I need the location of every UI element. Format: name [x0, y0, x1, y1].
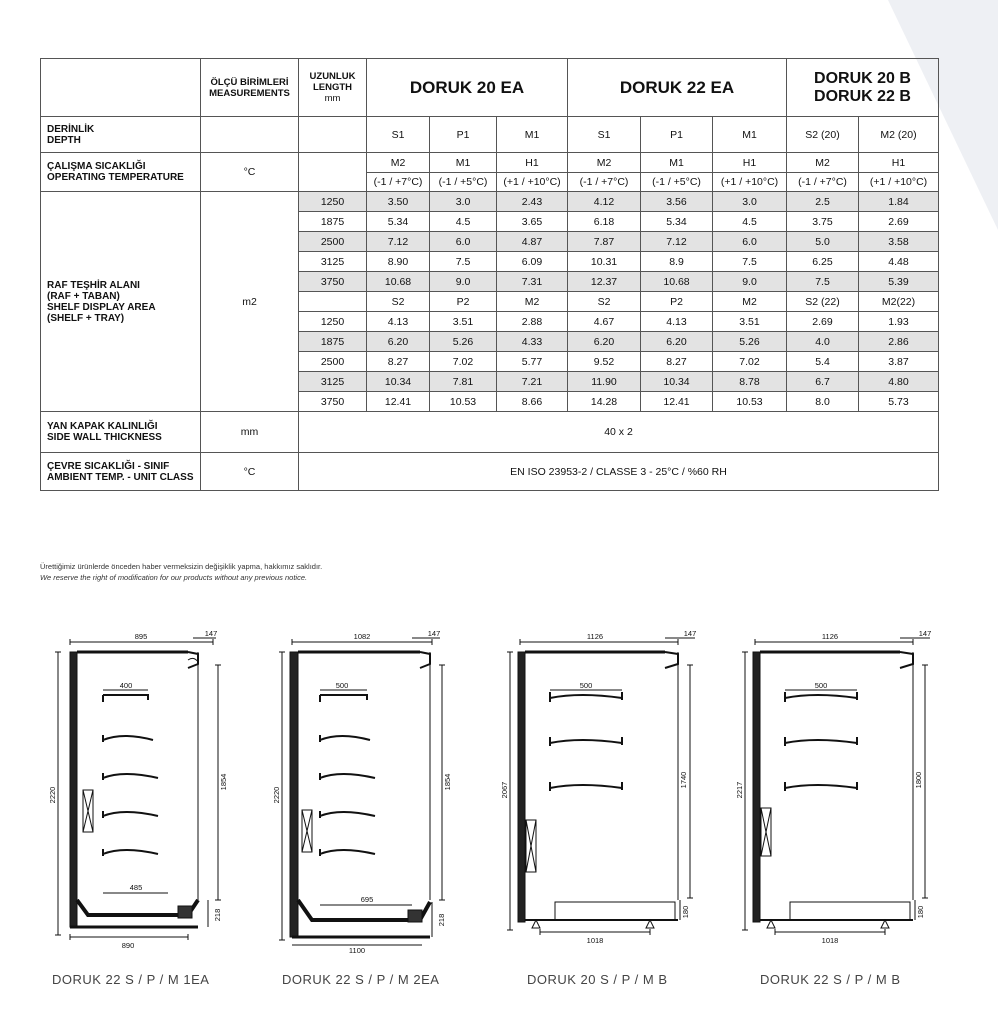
length-cell — [299, 292, 367, 312]
dim-height: 2220 — [48, 786, 57, 804]
side-wall-row — [41, 412, 939, 453]
header-empty — [41, 59, 201, 117]
drawing-doruk-22-1ea — [48, 630, 233, 950]
length-header: UZUNLUK LENGTH mm — [299, 59, 367, 117]
shelf-value-cell: 6.20 — [568, 332, 641, 352]
shelf-value-cell: 7.02 — [713, 352, 787, 372]
temp-unit: °C — [201, 153, 299, 192]
shelf-value-cell: 4.0 — [787, 332, 859, 352]
shelf-value-cell: 8.9 — [641, 252, 713, 272]
dim-base: 890 — [121, 941, 135, 950]
shelf-value-cell: 2.88 — [497, 312, 568, 332]
dim-shelf: 400 — [119, 681, 133, 690]
side-wall-label: YAN KAPAK KALINLIĞI SIDE WALL THICKNESS — [41, 412, 201, 453]
shelf-value-cell: 3.0 — [430, 192, 497, 212]
shelf-value-cell: 6.0 — [430, 232, 497, 252]
shelf-value-cell: 5.39 — [859, 272, 939, 292]
dim-base: 1018 — [821, 936, 839, 945]
temp-length — [299, 153, 367, 192]
dim-foot: 180 — [681, 905, 690, 919]
dim-side: 147 — [918, 629, 932, 638]
shelf-value-cell: 3.56 — [641, 192, 713, 212]
spec-table — [40, 58, 939, 491]
shelf-value-cell: P2 — [641, 292, 713, 312]
temp-class-cell: H1 — [859, 153, 939, 173]
depth-cell: P1 — [430, 117, 497, 153]
shelf-value-cell: 10.34 — [367, 372, 430, 392]
shelf-value-cell: 4.5 — [713, 212, 787, 232]
shelf-area-label: RAF TEŞHİR ALANI (RAF + TABAN) SHELF DISPLAY AREA (SHELF + TRAY) — [41, 192, 201, 412]
shelf-value-cell: S2 — [367, 292, 430, 312]
temp-range-cell: (+1 / +10°C) — [713, 173, 787, 192]
shelf-value-cell: M2 — [497, 292, 568, 312]
shelf-value-cell: 7.12 — [641, 232, 713, 252]
shelf-value-cell: 3.51 — [713, 312, 787, 332]
footnote — [40, 561, 322, 583]
shelf-value-cell: 10.31 — [568, 252, 641, 272]
shelf-value-cell: 6.20 — [641, 332, 713, 352]
shelf-value-cell: 7.31 — [497, 272, 568, 292]
depth-cell: P1 — [641, 117, 713, 153]
shelf-value-cell: 9.52 — [568, 352, 641, 372]
dim-top-width: 1082 — [353, 632, 371, 641]
shelf-value-cell: 8.66 — [497, 392, 568, 412]
measurements-header: ÖLÇÜ BİRİMLERİ MEASUREMENTS — [201, 59, 299, 117]
dim-shelf: 500 — [335, 681, 349, 690]
dim-side: 147 — [427, 629, 441, 638]
caption-doruk-22-b: DORUK 22 S / P / M B — [760, 972, 901, 987]
temp-range-cell: (+1 / +10°C) — [497, 173, 568, 192]
model-doruk-20-ea: DORUK 20 EA — [367, 59, 568, 117]
shelf-value-cell: 10.53 — [713, 392, 787, 412]
shelf-value-cell: 10.53 — [430, 392, 497, 412]
shelf-value-cell: 2.5 — [787, 192, 859, 212]
dim-inner: 1854 — [219, 773, 228, 791]
shelf-area-unit: m2 — [201, 192, 299, 412]
shelf-value-cell: 8.27 — [641, 352, 713, 372]
length-cell: 3125 — [299, 252, 367, 272]
depth-cell: M1 — [713, 117, 787, 153]
shelf-value-cell: 3.65 — [497, 212, 568, 232]
shelf-value-cell: 1.93 — [859, 312, 939, 332]
shelf-value-cell: 9.0 — [713, 272, 787, 292]
ambient-row — [41, 453, 939, 491]
shelf-value-cell: 6.20 — [367, 332, 430, 352]
temp-range-cell: (-1 / +5°C) — [430, 173, 497, 192]
length-cell: 1875 — [299, 332, 367, 352]
shelf-value-cell: 6.7 — [787, 372, 859, 392]
length-cell: 2500 — [299, 352, 367, 372]
shelf-value-cell: 3.0 — [713, 192, 787, 212]
side-wall-unit: mm — [201, 412, 299, 453]
shelf-value-cell: 7.87 — [568, 232, 641, 252]
shelf-value-cell: 6.25 — [787, 252, 859, 272]
shelf-value-cell: 3.87 — [859, 352, 939, 372]
shelf-value-cell: 10.68 — [367, 272, 430, 292]
header-row — [41, 59, 939, 117]
shelf-value-cell: 10.34 — [641, 372, 713, 392]
shelf-value-cell: 5.4 — [787, 352, 859, 372]
shelf-value-cell: 4.67 — [568, 312, 641, 332]
shelf-value-cell: 4.13 — [641, 312, 713, 332]
dim-foot: 180 — [916, 905, 925, 919]
shelf-value-cell: 5.77 — [497, 352, 568, 372]
depth-row — [41, 117, 939, 153]
length-cell: 2500 — [299, 232, 367, 252]
dim-height: 2217 — [735, 781, 744, 799]
shelf-value-cell: 8.78 — [713, 372, 787, 392]
shelf-value-cell: 12.41 — [367, 392, 430, 412]
dim-shelf: 500 — [814, 681, 828, 690]
dim-top-width: 1126 — [821, 632, 839, 641]
dim-base: 1018 — [586, 936, 604, 945]
temp-class-row — [41, 153, 939, 173]
dim-height: 2220 — [272, 786, 281, 804]
shelf-value-cell: S2 — [568, 292, 641, 312]
temp-range-cell: (-1 / +5°C) — [641, 173, 713, 192]
shelf-value-cell: S2 (22) — [787, 292, 859, 312]
shelf-value-cell: 12.41 — [641, 392, 713, 412]
temp-range-cell: (-1 / +7°C) — [367, 173, 430, 192]
shelf-value-cell: 12.37 — [568, 272, 641, 292]
shelf-value-cell: 3.51 — [430, 312, 497, 332]
length-cell: 3750 — [299, 392, 367, 412]
shelf-value-cell: 11.90 — [568, 372, 641, 392]
depth-cell: S1 — [568, 117, 641, 153]
shelf-value-cell: 3.58 — [859, 232, 939, 252]
dim-foot: 218 — [437, 913, 446, 927]
shelf-value-cell: 7.5 — [787, 272, 859, 292]
dim-side: 147 — [683, 629, 697, 638]
shelf-value-cell: 14.28 — [568, 392, 641, 412]
shelf-value-cell: 3.75 — [787, 212, 859, 232]
depth-label: DERİNLİK DEPTH — [41, 117, 201, 153]
dim-base-shelf: 695 — [360, 895, 374, 904]
shelf-value-cell: 4.87 — [497, 232, 568, 252]
footnote-tr: Ürettiğimiz ürünlerde önceden haber vermeksizin değişiklik yapma, hakkımız saklıdır. — [40, 562, 323, 571]
dim-inner: 1740 — [679, 771, 688, 789]
shelf-value-cell: M2(22) — [859, 292, 939, 312]
shelf-value-cell: M2 — [713, 292, 787, 312]
shelf-value-cell: 4.12 — [568, 192, 641, 212]
shelf-value-cell: 8.90 — [367, 252, 430, 272]
shelf-value-cell: 7.81 — [430, 372, 497, 392]
footnote-en: We reserve the right of modification for our products without any previous notice. — [40, 573, 308, 582]
depth-cell: S1 — [367, 117, 430, 153]
shelf-value-cell: 7.21 — [497, 372, 568, 392]
dim-side: 147 — [204, 629, 218, 638]
shelf-value-cell: 7.12 — [367, 232, 430, 252]
shelf-value-cell: 5.26 — [430, 332, 497, 352]
shelf-value-cell: 9.0 — [430, 272, 497, 292]
shelf-value-cell: 10.68 — [641, 272, 713, 292]
temp-class-cell: M2 — [787, 153, 859, 173]
shelf-value-cell: 6.18 — [568, 212, 641, 232]
shelf-value-cell: 5.34 — [641, 212, 713, 232]
ambient-value: EN ISO 23953-2 / CLASSE 3 - 25°C / %60 RH — [299, 453, 939, 491]
depth-unit — [201, 117, 299, 153]
dim-base: 1100 — [348, 946, 366, 955]
shelf-value-cell: 5.34 — [367, 212, 430, 232]
drawing-doruk-22-b — [735, 630, 935, 950]
length-cell: 3125 — [299, 372, 367, 392]
shelf-value-cell: 6.09 — [497, 252, 568, 272]
shelf-value-cell: 5.26 — [713, 332, 787, 352]
shelf-area-rows — [41, 192, 939, 412]
dim-inner: 1800 — [914, 771, 923, 789]
side-wall-value: 40 x 2 — [299, 412, 939, 453]
depth-cell: M2 (20) — [859, 117, 939, 153]
shelf-row — [41, 192, 939, 212]
dim-inner: 1854 — [443, 773, 452, 791]
length-cell: 1875 — [299, 212, 367, 232]
dim-top-width: 1126 — [586, 632, 604, 641]
shelf-value-cell: 5.0 — [787, 232, 859, 252]
shelf-value-cell: 2.86 — [859, 332, 939, 352]
shelf-value-cell: 8.0 — [787, 392, 859, 412]
shelf-value-cell: 4.80 — [859, 372, 939, 392]
dim-height: 2067 — [500, 781, 509, 799]
temp-class-cell: H1 — [497, 153, 568, 173]
dim-base-shelf: 485 — [129, 883, 143, 892]
drawing-doruk-22-2ea — [272, 629, 457, 955]
temp-class-cell: M1 — [641, 153, 713, 173]
shelf-value-cell: 2.43 — [497, 192, 568, 212]
length-cell: 1250 — [299, 312, 367, 332]
shelf-value-cell: 7.5 — [430, 252, 497, 272]
drawing-doruk-20-b — [500, 630, 700, 950]
caption-doruk-22-2ea: DORUK 22 S / P / M 2EA — [282, 972, 440, 987]
shelf-value-cell: 4.5 — [430, 212, 497, 232]
length-cell: 1250 — [299, 192, 367, 212]
ambient-unit: °C — [201, 453, 299, 491]
temp-range-cell: (+1 / +10°C) — [859, 173, 939, 192]
shelf-value-cell: 2.69 — [787, 312, 859, 332]
temp-class-cell: M2 — [367, 153, 430, 173]
shelf-value-cell: P2 — [430, 292, 497, 312]
temp-range-cell: (-1 / +7°C) — [787, 173, 859, 192]
model-doruk-22-ea: DORUK 22 EA — [568, 59, 787, 117]
depth-cell: M1 — [497, 117, 568, 153]
shelf-value-cell: 4.33 — [497, 332, 568, 352]
shelf-value-cell: 4.48 — [859, 252, 939, 272]
dim-top-width: 895 — [134, 632, 148, 641]
caption-doruk-22-1ea: DORUK 22 S / P / M 1EA — [52, 972, 210, 987]
temp-class-cell: M2 — [568, 153, 641, 173]
temp-class-cell: M1 — [430, 153, 497, 173]
shelf-value-cell: 4.13 — [367, 312, 430, 332]
temp-range-cell: (-1 / +7°C) — [568, 173, 641, 192]
temp-label: ÇALIŞMA SICAKLIĞI OPERATING TEMPERATURE — [41, 153, 201, 192]
dim-shelf: 500 — [579, 681, 593, 690]
ambient-label: ÇEVRE SICAKLIĞI - SINIF AMBIENT TEMP. - UNIT CLASS — [41, 453, 201, 491]
caption-doruk-20-b: DORUK 20 S / P / M B — [527, 972, 668, 987]
shelf-value-cell: 5.73 — [859, 392, 939, 412]
shelf-value-cell: 3.50 — [367, 192, 430, 212]
depth-cell: S2 (20) — [787, 117, 859, 153]
length-cell: 3750 — [299, 272, 367, 292]
shelf-value-cell: 2.69 — [859, 212, 939, 232]
shelf-value-cell: 7.5 — [713, 252, 787, 272]
depth-length — [299, 117, 367, 153]
shelf-value-cell: 1.84 — [859, 192, 939, 212]
temp-class-cell: H1 — [713, 153, 787, 173]
dim-foot: 218 — [213, 908, 222, 922]
shelf-value-cell: 7.02 — [430, 352, 497, 372]
shelf-value-cell: 8.27 — [367, 352, 430, 372]
model-doruk-b: DORUK 20 B DORUK 22 B — [787, 59, 939, 117]
shelf-value-cell: 6.0 — [713, 232, 787, 252]
